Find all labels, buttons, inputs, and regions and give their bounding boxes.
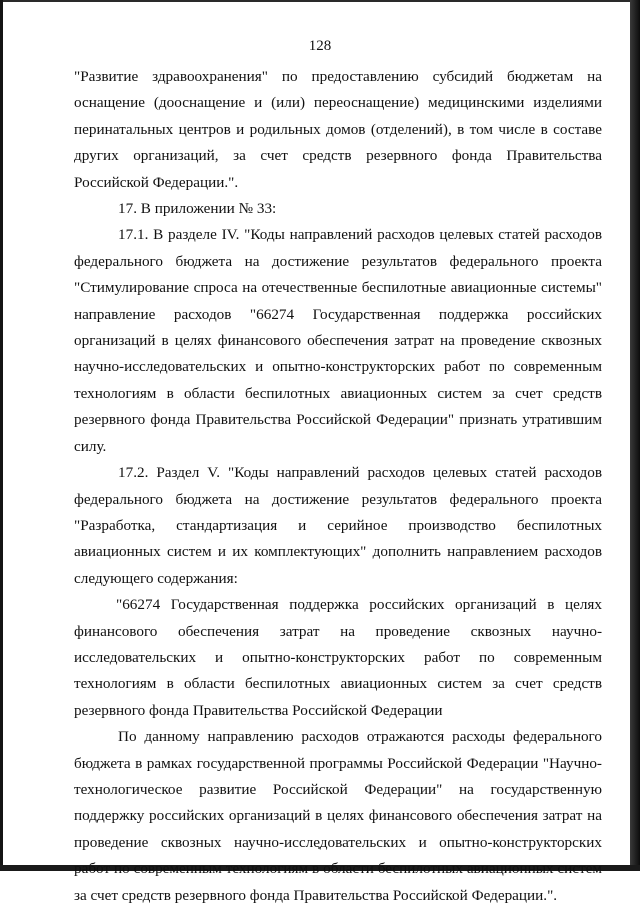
paragraph-continuation: "Развитие здравоохранения" по предоставлению субсидий бюджетам на оснащение (дооснащение и (или) переоснащение) медицинскими изделиями перинатальных центров и родильных домов (отделений), в том числе в составе других организаций, за счет средств резервного фонда Правительства Российской Федерации.". [74, 68, 602, 191]
paragraph-expense-code: "66274 Государственная поддержка российских организаций в целях финансового обеспечения затрат на проведение сквозных научно-исследовательских и опытно-конструкторских работ по современным технологиям в области беспилотных авиационных систем за счет средств резервного фонда Правительства Российской Федерации [74, 596, 602, 719]
paragraph-item-17-2: 17.2. Раздел V. "Коды направлений расходов целевых статей расходов федерального бюджета на достижение результатов федерального проекта "Разработка, стандартизация и серийное производство беспилотных авиационных систем и их комплектующих" дополнить направлением расходов следующего содержания: [74, 464, 602, 587]
scan-border-top [0, 0, 640, 2]
paragraph-item-17-1: 17.1. В разделе IV. "Коды направлений расходов целевых статей расходов федерального бюджета на достижение результатов федерального проекта "Стимулирование спроса на отечественные беспилотные авиационные системы" направление расходов "66274 Государственная поддержка российских организаций в целях финансового обеспечения затрат на проведение сквозных научно-исследовательских и опытно-конструкторских работ по современным технологиям в области беспилотных авиационных систем за счет средств резервного фонда Правительства Российской Федерации" признать утратившим силу. [74, 226, 602, 455]
paragraph-item-17: 17. В приложении № 33: [118, 200, 277, 218]
paragraph-expense-description: По данному направлению расходов отражаются расходы федерального бюджета в рамках государственной программы Российской Федерации "Научно-технологическое развитие Российской Федерации" на государственную поддержку российских организаций в целях финансового обеспечения затрат на проведение сквозных научно-исследовательских и опытно-конструкторских работ по современным технологиям в области беспилотных авиационных систем за счет средств резервного фонда Правительства Российской Федерации.". [74, 728, 602, 904]
document-body [74, 64, 602, 909]
page-number: 128 [308, 38, 332, 54]
scan-border-right [630, 0, 640, 871]
scan-border-left [0, 0, 3, 871]
